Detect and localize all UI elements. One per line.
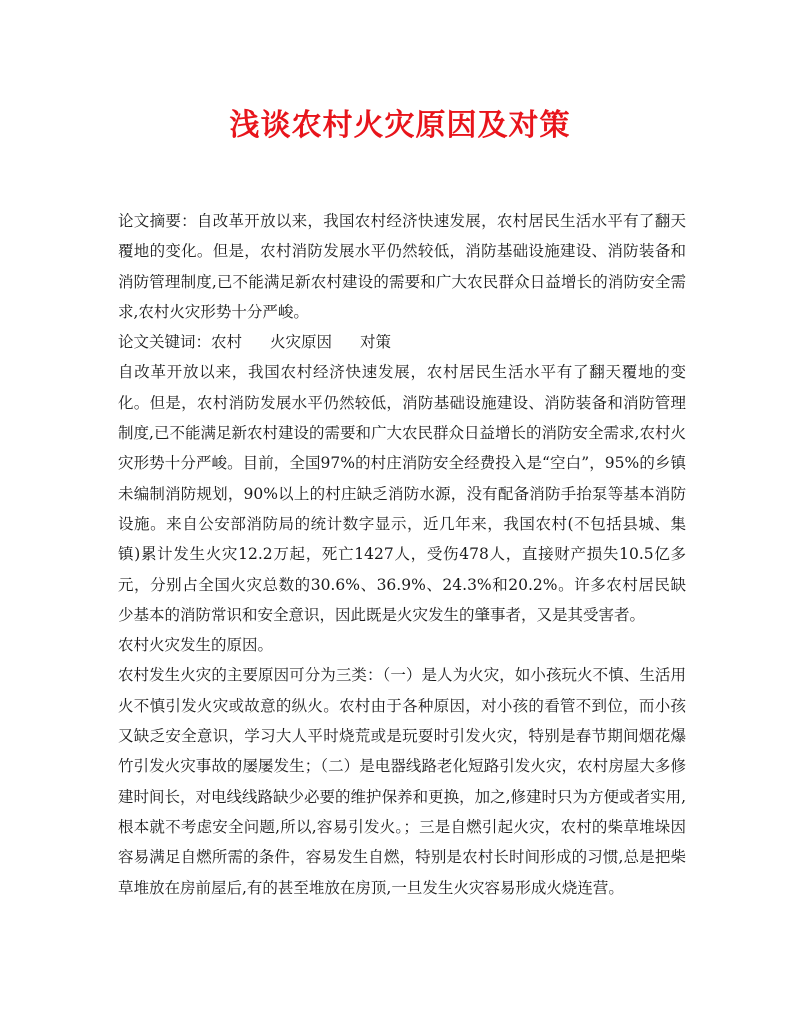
section-heading: 农村火灾发生的原因。: [118, 636, 274, 655]
keyword-item: 火灾原因: [270, 333, 333, 352]
keyword-item: 对策: [360, 333, 392, 352]
body-paragraph: 自改革开放以来，我国农村经济快速发展，农村居民生活水平有了翻天覆地的变化。但是，农村消防发展水平仍然较低，消防基础设施建设、消防装备和消防管理制度,已不能满足新农村建设的需要和广大农民群众日益增长的消防安全需求,农村火灾形势十分严峻。目前，全国97%的村庄消防安全经费投入是“空白”，95%的乡镇未编制消防规划，90%以上的村庄缺乏消防水源，没有配备消防手抬泵等基本消防设施。来自公安部消防局的统计数字显示，近几年来，我国农村(不包括县城、集镇)累计发生火灾12.2万起，死亡1427人，受伤478人，直接财产损失10.5亿多元，分别占全国火灾总数的30.6%、36.9%、24.3%和20.2%。许多农村居民缺少基本的消防常识和安全意识，因此既是火灾发生的肇事者，又是其受害者。: [118, 363, 686, 624]
keywords-line: [118, 327, 686, 357]
document-title: 浅谈农村火灾原因及对策: [229, 108, 571, 143]
keywords-label: 论文关键词：: [118, 333, 212, 352]
keyword-item: 农村: [211, 333, 243, 352]
document-body: [118, 206, 686, 903]
abstract-paragraph: 论文摘要：自改革开放以来，我国农村经济快速发展，农村居民生活水平有了翻天覆地的变化。但是，农村消防发展水平仍然较低，消防基础设施建设、消防装备和消防管理制度,已不能满足新农村建设的需要和广大农民群众日益增长的消防安全需求,农村火灾形势十分严峻。: [118, 212, 686, 321]
body-paragraph: 农村发生火灾的主要原因可分为三类：（一）是人为火灾，如小孩玩火不慎、生活用火不慎引发火灾或故意的纵火。农村由于各种原因，对小孩的看管不到位，而小孩又缺乏安全意识，学习大人平时烧荒或是玩耍时引发火灾，特别是春节期间烟花爆竹引发火灾事故的屡屡发生；（二）是电器线路老化短路引发火灾，农村房屋大多修建时间长，对电线线路缺少必要的维护保养和更换，加之,修建时只为方便或者实用,根本就不考虑安全问题,所以,容易引发火。；三是自燃引起火灾，农村的柴草堆垛因容易满足自燃所需的条件，容易发生自燃，特别是农村长时间形成的习惯,总是把柴草堆放在房前屋后,有的甚至堆放在房顶,一旦发生火灾容易形成火烧连营。: [118, 666, 686, 897]
